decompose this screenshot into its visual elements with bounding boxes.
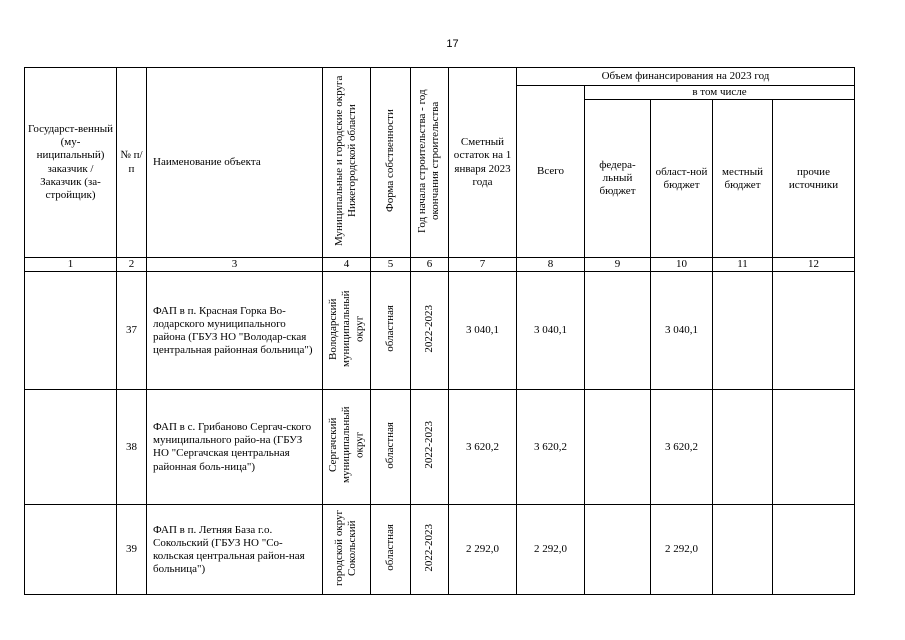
header-municipality — [323, 68, 371, 258]
header-funding-title-text: Объем финансирования на 2023 год — [601, 69, 770, 82]
header-ownership — [371, 68, 411, 258]
column-number: 10 — [651, 258, 713, 272]
row-years — [411, 505, 449, 595]
header-years-text: Год начала строительства - год окончания строительства — [416, 88, 442, 233]
header-local-text: местный бюджет — [722, 165, 763, 191]
row-municipality-text: городской округ Сокольский — [333, 509, 359, 586]
row-total: 3 620,2 — [517, 390, 585, 505]
row-years-text: 2022-2023 — [422, 304, 435, 353]
row-municipality — [323, 272, 371, 390]
column-number: 6 — [411, 258, 449, 272]
header-federal — [585, 100, 651, 258]
row-customer — [25, 505, 117, 595]
header-object-name-text: Наименование объекта — [153, 156, 261, 168]
row-local — [713, 272, 773, 390]
column-number: 5 — [371, 258, 411, 272]
row-regional: 3 620,2 — [651, 390, 713, 505]
row-municipality-text: Сергачский муниципальный округ — [326, 407, 366, 484]
header-local — [713, 100, 773, 258]
column-number: 3 — [147, 258, 323, 272]
header-total — [517, 86, 585, 258]
header-funding-title — [517, 68, 855, 86]
funding-table — [24, 67, 855, 595]
row-estimate: 3 620,2 — [449, 390, 517, 505]
row-municipality — [323, 390, 371, 505]
row-years — [411, 272, 449, 390]
row-municipality — [323, 505, 371, 595]
header-other-text: прочие источники — [788, 165, 839, 191]
column-number: 1 — [25, 258, 117, 272]
row-other — [773, 390, 855, 505]
header-including-text: в том числе — [692, 86, 747, 98]
row-estimate: 2 292,0 — [449, 505, 517, 595]
row-ownership — [371, 505, 411, 595]
header-num-text: № п/п — [120, 149, 143, 175]
row-ownership — [371, 272, 411, 390]
row-object-name: ФАП в п. Красная Горка Во-лодарского муниципального района (ГБУЗ НО "Володар-ская центральная районная больница") — [147, 272, 323, 390]
row-other — [773, 272, 855, 390]
header-federal-text: федера-льный бюджет — [599, 158, 636, 198]
row-ownership — [371, 390, 411, 505]
page-number: 17 — [446, 38, 459, 50]
row-local — [713, 390, 773, 505]
column-number: 11 — [713, 258, 773, 272]
column-number: 2 — [117, 258, 147, 272]
header-estimate — [449, 68, 517, 258]
row-years — [411, 390, 449, 505]
row-num: 37 — [117, 272, 147, 390]
row-years-text: 2022-2023 — [422, 421, 435, 470]
header-customer — [25, 68, 117, 258]
header-years — [411, 68, 449, 258]
column-number: 8 — [517, 258, 585, 272]
row-total: 3 040,1 — [517, 272, 585, 390]
header-regional — [651, 100, 713, 258]
row-other — [773, 505, 855, 595]
row-regional: 2 292,0 — [651, 505, 713, 595]
row-num: 38 — [117, 390, 147, 505]
header-ownership-text: Форма собственности — [383, 109, 396, 212]
column-number: 7 — [449, 258, 517, 272]
table-row — [25, 390, 855, 505]
header-customer-text: Государст-венный (му-ниципальный) заказчик / Заказчик (за-стройщик) — [27, 123, 114, 201]
row-object-name: ФАП в с. Грибаново Сергач-ского муниципального райо-на (ГБУЗ НО "Сергачская центральная районная боль-ница") — [147, 390, 323, 505]
row-federal — [585, 272, 651, 390]
table-row — [25, 272, 855, 390]
row-ownership-text: областная — [383, 421, 396, 469]
header-other — [773, 100, 855, 258]
row-federal — [585, 390, 651, 505]
header-including — [585, 86, 855, 100]
row-years-text: 2022-2023 — [422, 523, 435, 572]
header-estimate-text: Сметный остаток на 1 января 2023 года — [453, 136, 512, 188]
column-number: 4 — [323, 258, 371, 272]
row-federal — [585, 505, 651, 595]
row-object-name: ФАП в п. Летняя База г.о. Сокольский (ГБУЗ НО "Со-кольская центральная район-ная больница") — [147, 505, 323, 595]
row-regional: 3 040,1 — [651, 272, 713, 390]
row-municipality-text: Володарский муниципальный округ — [326, 290, 366, 368]
row-num: 39 — [117, 505, 147, 595]
column-number: 9 — [585, 258, 651, 272]
row-customer — [25, 272, 117, 390]
column-numbers-row — [25, 258, 855, 272]
row-ownership-text: областная — [383, 305, 396, 353]
header-object-name — [147, 68, 323, 258]
header-total-text: Всего — [537, 165, 564, 177]
header-municipality-text: Муниципальные и городские округа Нижегородской области — [333, 75, 359, 246]
row-local — [713, 505, 773, 595]
header-num — [117, 68, 147, 258]
column-number: 12 — [773, 258, 855, 272]
row-total: 2 292,0 — [517, 505, 585, 595]
row-estimate: 3 040,1 — [449, 272, 517, 390]
table-row — [25, 505, 855, 595]
row-customer — [25, 390, 117, 505]
header-regional-text: област-ной бюджет — [655, 165, 708, 191]
row-ownership-text: областная — [383, 524, 396, 572]
